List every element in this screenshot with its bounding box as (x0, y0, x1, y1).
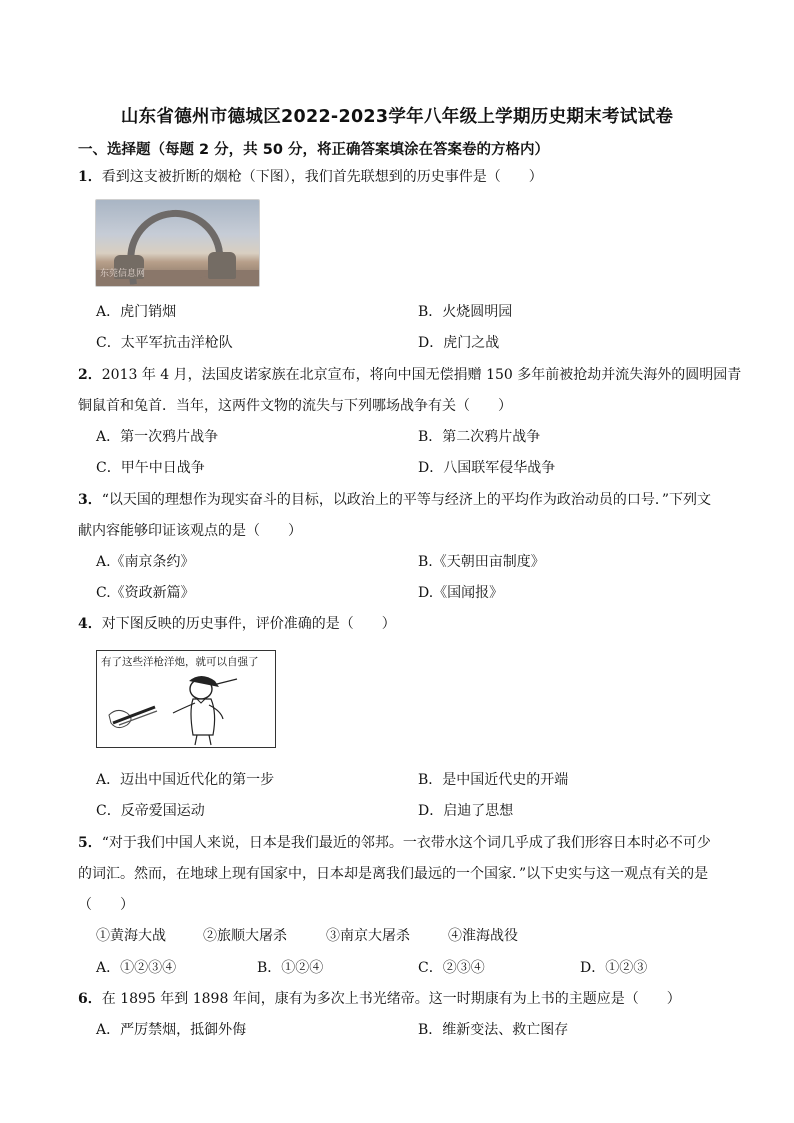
question-6 (78, 988, 681, 1008)
question-2 (78, 364, 741, 384)
broken-opium-pipe-sculpture-photo (95, 199, 260, 287)
question-text-line-1: “以天国的理想作为现实奋斗的目标，以政治上的平等与经济上的平均作为政治动员的口号．”下列文 (101, 492, 712, 508)
q1-option-c[interactable]: C．太平军抗击洋枪队 (96, 335, 233, 351)
q4-option-b[interactable]: B．是中国近代史的开端 (418, 772, 569, 788)
question-number: 2． (78, 367, 102, 383)
question-number: 6． (78, 991, 102, 1007)
q2-option-c[interactable]: C．甲午中日战争 (96, 460, 205, 476)
q5-option-c[interactable]: C．②③④ (418, 960, 485, 976)
sculpture-base-right (208, 252, 236, 279)
question-5-continued-1: 的词汇。然而，在地球上现有国家中，日本却是离我们最远的一个国家．”以下史实与这一观点有关的是 (78, 866, 709, 882)
q4-option-d[interactable]: D．启迪了思想 (418, 803, 514, 819)
question-text-line-1: 2013 年 4 月，法国皮诺家族在北京宣布，将向中国无偿捐赠 150 多年前被抢劫并流失海外的圆明园青 (101, 367, 742, 383)
question-text: 在 1895 年到 1898 年间，康有为多次上书光绪帝。这一时期康有为上书的主题应是（ ） (101, 991, 681, 1007)
q3-option-a[interactable]: A.《南京条约》 (96, 554, 195, 570)
question-text: 对下图反映的历史事件，评价准确的是（ ） (101, 616, 396, 632)
q5-option-a[interactable]: A．①②③④ (96, 960, 177, 976)
exam-title: 山东省德州市德城区2022-2023学年八年级上学期历史期末考试试卷 (120, 107, 674, 127)
question-number: 4． (78, 616, 102, 632)
question-1 (78, 166, 543, 186)
q3-option-c[interactable]: C.《资政新篇》 (96, 585, 195, 601)
q5-option-d[interactable]: D．①②③ (580, 960, 648, 976)
q5-option-b[interactable]: B．①②④ (257, 960, 324, 976)
q5-item-4: ④淮海战役 (448, 928, 518, 944)
q2-option-b[interactable]: B．第二次鸦片战争 (418, 429, 541, 445)
q2-option-a[interactable]: A．第一次鸦片战争 (96, 429, 219, 445)
question-text: 看到这支被折断的烟枪（下图），我们首先联想到的历史事件是（ ） (101, 169, 543, 185)
cartoon-caption: 有了这些洋枪洋炮，就可以自强了 (101, 656, 259, 668)
q5-item-3: ③南京大屠杀 (326, 928, 410, 944)
question-text-line-1: “对于我们中国人来说，日本是我们最近的邻邦。一衣带水这个词几乎成了我们形容日本时必不可少 (101, 835, 711, 851)
question-3 (78, 489, 711, 509)
cartoon-drawing (97, 651, 276, 748)
q2-option-d[interactable]: D．八国联军侵华战争 (418, 460, 556, 476)
section-heading-multiple-choice: 一、选择题（每题 2 分，共 50 分，将正确答案填涂在答案卷的方格内） (78, 142, 549, 158)
question-3-continued: 献内容能够印证该观点的是（ ） (78, 523, 302, 539)
question-4 (78, 613, 396, 633)
question-5-continued-2: （ ） (78, 897, 134, 913)
q1-option-d[interactable]: D．虎门之战 (418, 335, 500, 351)
q6-option-a[interactable]: A．严厉禁烟，抵御外侮 (96, 1022, 247, 1038)
q5-item-2: ②旅顺大屠杀 (203, 928, 287, 944)
q1-option-a[interactable]: A．虎门销烟 (96, 304, 177, 320)
q1-option-b[interactable]: B．火烧圆明园 (418, 304, 513, 320)
question-number: 3． (78, 492, 102, 508)
question-number: 5． (78, 835, 102, 851)
photo-watermark: 东莞信息网 (100, 269, 146, 279)
westernization-cartoon (96, 650, 276, 748)
q5-item-1: ①黄海大战 (96, 928, 166, 944)
question-number: 1． (78, 169, 102, 185)
q3-option-b[interactable]: B.《天朝田亩制度》 (418, 554, 545, 570)
q3-option-d[interactable]: D.《国闻报》 (418, 585, 504, 601)
q6-option-b[interactable]: B．维新变法、救亡图存 (418, 1022, 569, 1038)
q4-option-c[interactable]: C．反帝爱国运动 (96, 803, 205, 819)
q4-option-a[interactable]: A．迈出中国近代化的第一步 (96, 772, 275, 788)
question-5 (78, 832, 711, 852)
question-2-continued: 铜鼠首和兔首．当年，这两件文物的流失与下列哪场战争有关（ ） (78, 398, 512, 414)
